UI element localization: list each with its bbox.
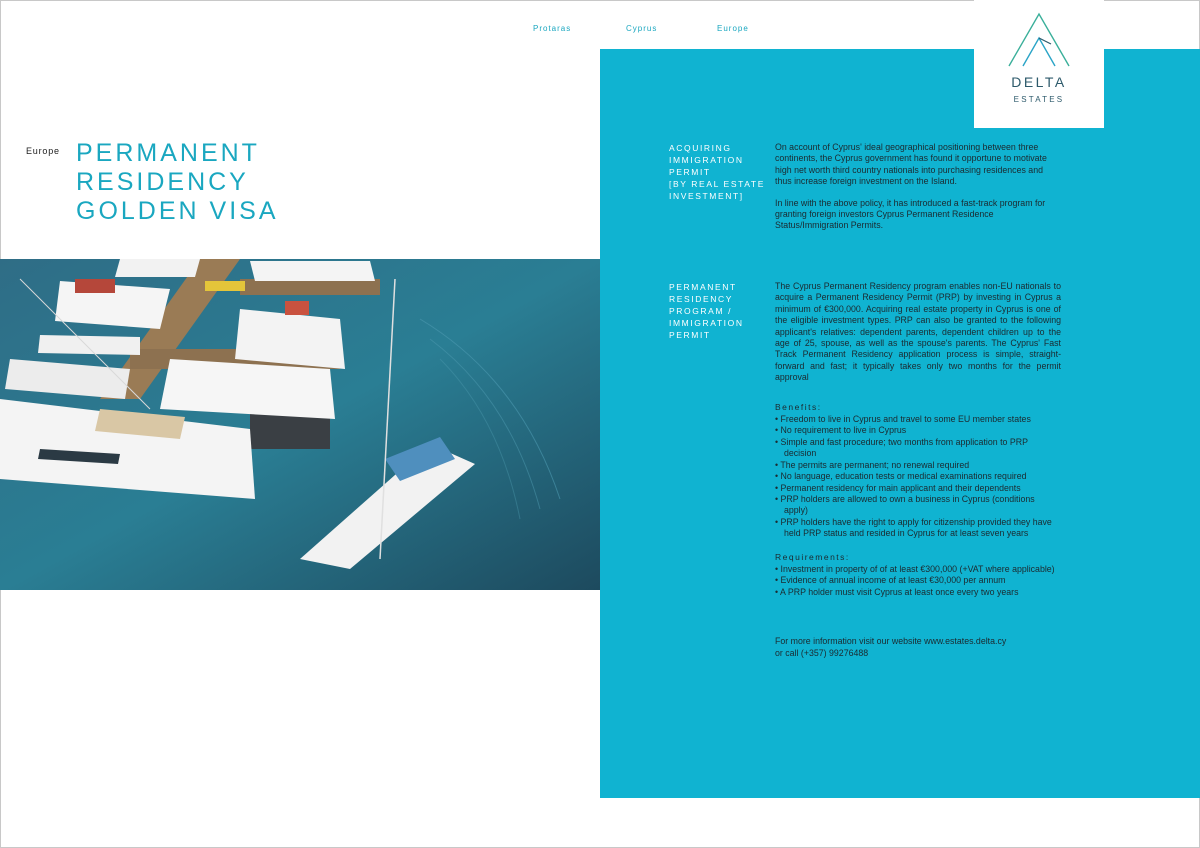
requirements-heading: Requirements: [775,551,850,562]
marina-yachts-photo [0,259,600,590]
contact-website[interactable]: For more information visit our website www.estates.delta.cy [775,636,1007,647]
logo-wordmark: DELTA [1011,74,1067,90]
list-item: • A PRP holder must visit Cyprus at least once every two years [775,587,1061,598]
list-item: • Investment in property of of at least €300,000 (+VAT where applicable) [775,564,1061,575]
contact-phone[interactable]: or call (+357) 99276488 [775,647,869,658]
list-item: • Simple and fast procedure; two months from application to PRP decision [775,437,1061,460]
section-label-residency-program: PERMANENT RESIDENCY PROGRAM / IMMIGRATION PERMIT [669,282,744,340]
title-line: PERMANENT [76,139,260,167]
logo-subtitle: ESTATES [1013,95,1065,104]
delta-estates-logo[interactable] [974,0,1104,128]
list-item: • Permanent residency for main applicant and their dependents [775,483,1061,494]
list-item: • No requirement to live in Cyprus [775,425,1061,436]
paragraph: The Cyprus Permanent Residency program enables non-EU nationals to acquire a Permanent Residency Permit (PRP) by investing in Cyprus a minimum of €300,000. Acquiring real estate property in Cyprus is one of the eligible investment types. PRP can also be granted to the following applicant's relatives: dependent parents, dependent children up to the age of 25, spouse, as well as the spouse's parents. The Cyprus' Fast Track Permanent Residency application process is simple, straight-forward and fast; it typically takes only two months for the permit approval [775,281,1061,383]
nav-item-protaras[interactable]: Protaras [533,24,572,33]
nav-item-cyprus[interactable]: Cyprus [626,24,658,33]
list-item: • PRP holders have the right to apply for citizenship provided they have held PRP status and resided in Cyprus for at least seven years [775,517,1061,540]
title-line: GOLDEN VISA [76,197,279,225]
list-item: • PRP holders are allowed to own a business in Cyprus (conditions apply) [775,494,1061,517]
paragraph: On account of Cyprus' ideal geographical positioning between three continents, the Cyprus government has found it opportune to motivate high net worth third country nationals into purchasing residences and thus increase foreign investment on the Island. [775,142,1047,187]
list-item: • Evidence of annual income of at least €30,000 per annum [775,575,1061,586]
list-item: • No language, education tests or medical examinations required [775,471,1061,482]
section-label-acquiring-permit: ACQUIRING IMMIGRATION PERMIT [BY REAL ESTATE INVESTMENT] [669,143,765,201]
page-title [76,139,279,226]
nav-item-europe[interactable]: Europe [717,24,749,33]
region-label: Europe [26,146,60,156]
list-item: • Freedom to live in Cyprus and travel to some EU member states [775,414,1061,425]
section-residency-program-text [775,281,1061,659]
list-item: • The permits are permanent; no renewal required [775,460,1061,471]
section-acquiring-permit-text [775,142,1061,232]
title-line: RESIDENCY [76,168,249,196]
delta-triangle-icon [1007,12,1071,70]
paragraph: In line with the above policy, it has introduced a fast-track program for granting foreign investors Cyprus Permanent Residence Status/Immigration Permits. [775,197,1046,231]
benefits-heading: Benefits: [775,401,822,412]
